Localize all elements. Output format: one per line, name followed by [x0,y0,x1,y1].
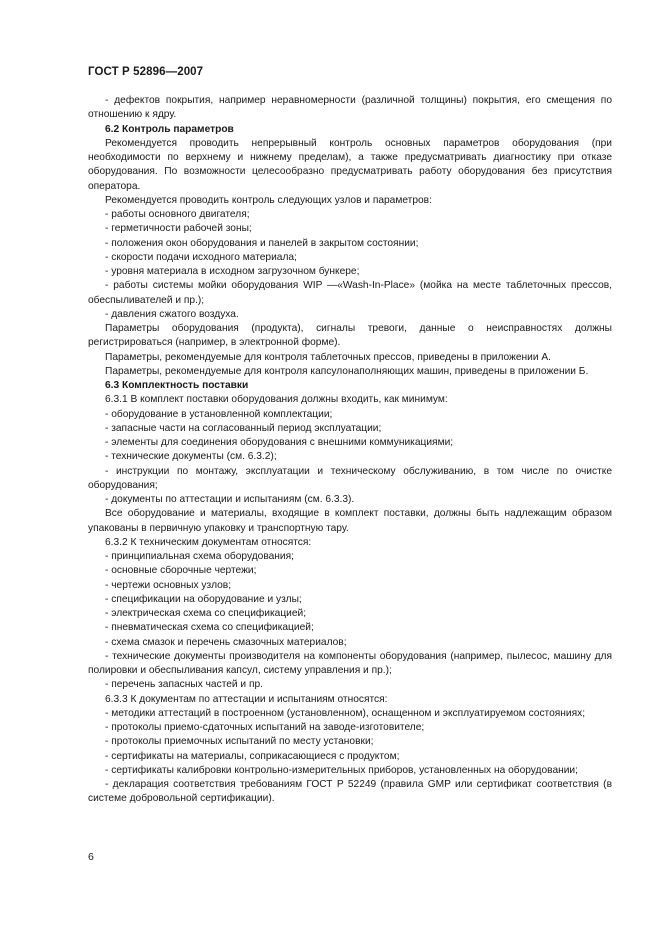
paragraph: - сертификаты на материалы, соприкасающиеся с продуктом; [105,750,400,762]
paragraph: Параметры, рекомендуемые для контроля таблеточных прессов, приведены в приложении А. [105,351,552,363]
paragraph: - документы по аттестации и испытаниям (см. 6.3.3). [105,494,355,505]
paragraph: - герметичности рабочей зоны; [105,223,252,235]
paragraph: - дефектов покрытия, например неравномерности (различной толщины) покрытия, его смещения по отношению к ядру. [88,95,612,121]
paragraph: - работы основного двигателя; [105,209,250,220]
paragraph: - давления сжатого воздуха. [105,308,239,320]
section-heading: 6.3 Комплектность поставки [105,380,249,391]
paragraph: - скорости подачи исходного материала; [105,251,297,263]
paragraph: - оборудование в установленной комплектации; [105,408,333,420]
paragraph: - чертежи основных узлов; [105,579,232,591]
paragraph: 6.3.1 В комплект поставки оборудования должны входить, как минимум: [105,394,448,406]
paragraph: - протоколы приемочных испытаний по месту установки; [105,736,374,748]
paragraph: Параметры оборудования (продукта), сигналы тревоги, данные о неисправностях должны регистрироваться (например, в электронной форме). [88,323,612,349]
paragraph: - методики аттестаций в построенном (установленном), оснащенном и эксплуатируемом состояниях; [105,707,586,719]
section-heading: 6.2 Контроль параметров [105,123,234,135]
paragraph: 6.3.3 К документам по аттестации и испытаниям относятся: [105,693,388,705]
paragraph: - электрическая схема со спецификацией; [105,608,307,619]
paragraph: Параметры, рекомендуемые для контроля капсулонаполняющих машин, приведены в приложении Б. [105,365,589,377]
paragraph: - работы системы мойки оборудования WIP —«Wash-In-Place» (мойка на месте таблеточных прессов, обеспыливателей и пр.); [88,280,612,306]
paragraph: - принципиальная схема оборудования; [105,551,294,562]
paragraph: 6.3.2 К техническим документам относятся: [105,536,312,548]
paragraph: - сертификаты калибровки контрольно-измерительных приборов, установленных на оборудовании; [105,764,578,776]
paragraph: - технические документы (см. 6.3.2); [105,451,277,463]
paragraph: Рекомендуется проводить контроль следующих узлов и параметров: [105,194,432,206]
document-body [88,94,612,807]
paragraph: - запасные части на согласованный период эксплуатации; [105,422,382,434]
page-number: 6 [88,851,94,863]
document-header: ГОСТ Р 52896—2007 [88,66,204,78]
paragraph: - пневматическая схема со спецификацией; [105,622,314,634]
paragraph: - уровня материала в исходном загрузочном бункере; [105,266,360,277]
paragraph: - перечень запасных частей и пр. [105,679,263,691]
paragraph: Все оборудование и материалы, входящие в комплект поставки, должны быть надлежащим образом упакованы в первичную упаковку и транспортную тару. [88,508,612,534]
paragraph: - спецификации на оборудование и узлы; [105,593,302,605]
paragraph: - основные сборочные чертежи; [105,565,257,577]
paragraph: - схема смазок и перечень смазочных материалов; [105,636,347,648]
paragraph: - протоколы приемо-сдаточных испытаний на заводе-изготовителе; [105,722,425,733]
paragraph: - технические документы производителя на компоненты оборудования (например, пылесос, машину для полировки и обеспыливания капсул, систему управления и пр.); [88,650,612,676]
paragraph: - положения окон оборудования и панелей в закрытом состоянии; [105,237,419,249]
paragraph: - элементы для соединения оборудования с внешними коммуникациями; [105,437,454,448]
paragraph: - инструкции по монтажу, эксплуатации и техническому обслуживанию, в том числе по очистке оборудования; [88,465,612,491]
paragraph: - декларация соответствия требованиям ГОСТ Р 52249 (правила GMP или сертификат соответствия (в системе добровольной сертификации). [88,779,612,805]
paragraph: Рекомендуется проводить непрерывный контроль основных параметров оборудования (при необходимости по верхнему и нижнему пределам), а также предусматривать диагностику при отказе оборудования. По возможности целесообразно предусматривать работу оборудования без присутствия оператора. [88,137,612,192]
